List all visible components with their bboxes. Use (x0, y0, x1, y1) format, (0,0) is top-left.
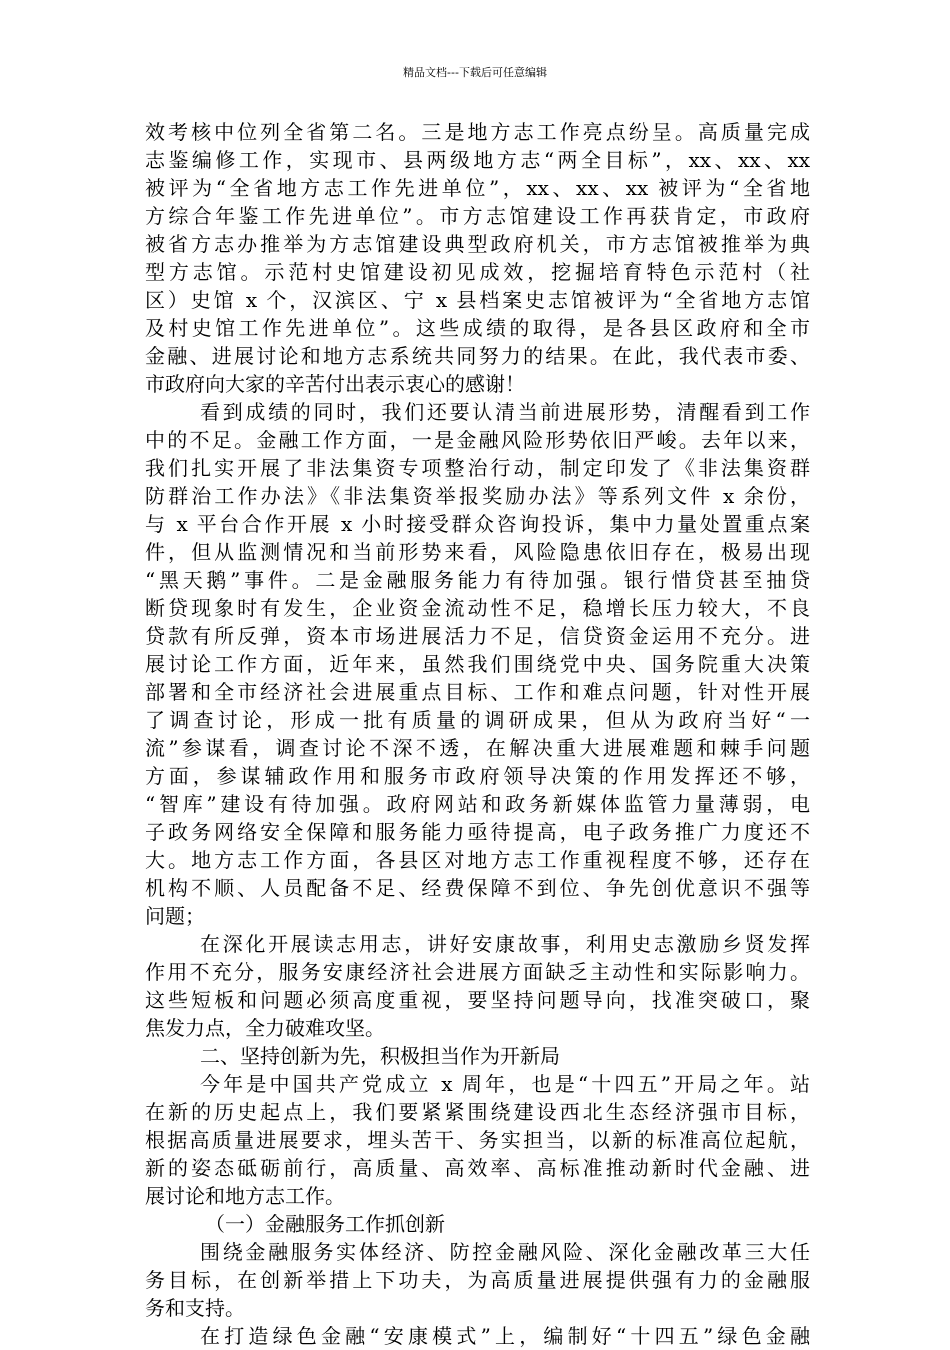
paragraph-green-finance (145, 1322, 810, 1350)
paragraph-shortcomings (145, 398, 810, 930)
text-line: 作用不充分，服务安康经济社会进展方面缺乏主动性和实际影响力。 (145, 960, 810, 984)
text-line: 我们扎实开展了非法集资专项整治行动，制定印发了《非法集资群 (145, 456, 810, 480)
text-line: 问题； (145, 904, 205, 928)
text-line: 在深化开展读志用志，讲好安康故事，利用史志激励乡贤发挥 (200, 932, 810, 956)
text-line: 区）史馆 x 个，汉滨区、宁 x 县档案史志馆被评为“全省地方志馆 (145, 288, 810, 312)
page-header: 精品文档---下载后可任意编辑 (403, 66, 547, 79)
text-line: 防群治工作办法》《非法集资举报奖励办法》等系列文件 x 余份， (145, 484, 810, 508)
text-line: 与 x 平台合作开展 x 小时接受群众咨询投诉，集中力量处置重点案 (145, 512, 810, 536)
text-line: 方面，参谋辅政作用和服务市政府领导决策的作用发挥还不够， (145, 764, 810, 788)
text-line: 被省方志办推举为方志馆建设典型政府机关，市方志馆被推举为典 (145, 232, 810, 256)
text-line: 方综合年鉴工作先进单位”。市方志馆建设工作再获肯定，市政府 (145, 204, 810, 228)
text-line: 流”参谋看，调查讨论不深不透，在解决重大进展难题和棘手问题 (145, 736, 810, 760)
text-line: 中的不足。金融工作方面，一是金融风险形势依旧严峻。去年以来， (145, 428, 810, 452)
text-line: 根据高质量进展要求，埋头苦干、务实担当，以新的标准高位起航， (145, 1128, 810, 1152)
text-line: 被评为“全省地方志工作先进单位”，xx、xx、xx 被评为“全省地 (145, 176, 810, 200)
text-line: 市政府向大家的辛苦付出表示衷心的感谢！ (145, 372, 525, 396)
text-line: 效考核中位列全省第二名。三是地方志工作亮点纷呈。高质量完成 (145, 120, 810, 144)
text-line: 今年是中国共产党成立 x 周年，也是“十四五”开局之年。站 (200, 1072, 810, 1096)
section-heading: 二、坚持创新为先，积极担当作为开新局 (200, 1044, 560, 1068)
text-line: 机构不顺、人员配备不足、经费保障不到位、争先创优意识不强等 (145, 876, 810, 900)
section-heading-2 (145, 1042, 810, 1070)
text-line: 志鉴编修工作，实现市、县两级地方志“两全目标”，xx、xx、xx (145, 148, 810, 172)
text-line: “智库”建设有待加强。政府网站和政务新媒体监管力量薄弱，电 (145, 792, 810, 816)
text-line: 断贷现象时有发生，企业资金流动性不足，稳增长压力较大，不良 (145, 596, 810, 620)
text-line: 展讨论工作方面，近年来，虽然我们围绕党中央、国务院重大决策 (145, 652, 810, 676)
text-line: 贷款有所反弹，资本市场进展活力不足，信贷资金运用不充分。进 (145, 624, 810, 648)
text-line: 这些短板和问题必须高度重视，要坚持问题导向，找准突破口，聚 (145, 988, 810, 1012)
paragraph-achievements (145, 118, 810, 398)
text-line: 展讨论和地方志工作。 (145, 1184, 345, 1208)
text-line: 在新的历史起点上，我们要紧紧围绕建设西北生态经济强市目标， (145, 1100, 810, 1124)
text-line: 看到成绩的同时，我们还要认清当前进展形势，清醒看到工作 (200, 400, 810, 424)
subsection-heading-1 (145, 1210, 810, 1238)
text-line: 型方志馆。示范村史馆建设初见成效，挖掘培育特色示范村（社 (145, 260, 810, 284)
text-line: 子政务网络安全保障和服务能力亟待提高，电子政务推广力度还不 (145, 820, 810, 844)
subsection-heading: （一）金融服务工作抓创新 (205, 1212, 445, 1236)
text-line: “黑天鹅”事件。二是金融服务能力有待加强。银行惜贷甚至抽贷 (145, 568, 810, 592)
text-line: 及村史馆工作先进单位”。这些成绩的取得，是各县区政府和全市 (145, 316, 810, 340)
paragraph-finance-goals (145, 1238, 810, 1322)
text-line: 焦发力点，全力破难攻坚。 (145, 1016, 385, 1040)
text-line: 件，但从监测情况和当前形势来看，风险隐患依旧存在，极易出现 (145, 540, 810, 564)
text-line: 部署和全市经济社会进展重点目标、工作和难点问题，针对性开展 (145, 680, 810, 704)
document-body (145, 118, 810, 1350)
paragraph-new-era (145, 1070, 810, 1210)
text-line: 围绕金融服务实体经济、防控金融风险、深化金融改革三大任 (200, 1240, 810, 1264)
text-line: 金融、进展讨论和地方志系统共同努力的结果。在此，我代表市委、 (145, 344, 810, 368)
text-line: 大。地方志工作方面，各县区对地方志工作重视程度不够，还存在 (145, 848, 810, 872)
text-line: 了调查讨论，形成一批有质量的调研成果，但从为政府当好“一 (145, 708, 810, 732)
text-line: 务目标，在创新举措上下功夫，为高质量进展提供强有力的金融服 (145, 1268, 810, 1292)
paragraph-local-history (145, 930, 810, 1042)
text-line: 务和支持。 (145, 1296, 245, 1320)
text-line: 新的姿态砥砺前行，高质量、高效率、高标准推动新时代金融、进 (145, 1156, 810, 1180)
text-line: 在打造绿色金融“安康模式”上，编制好“十四五”绿色金融 (200, 1324, 810, 1348)
